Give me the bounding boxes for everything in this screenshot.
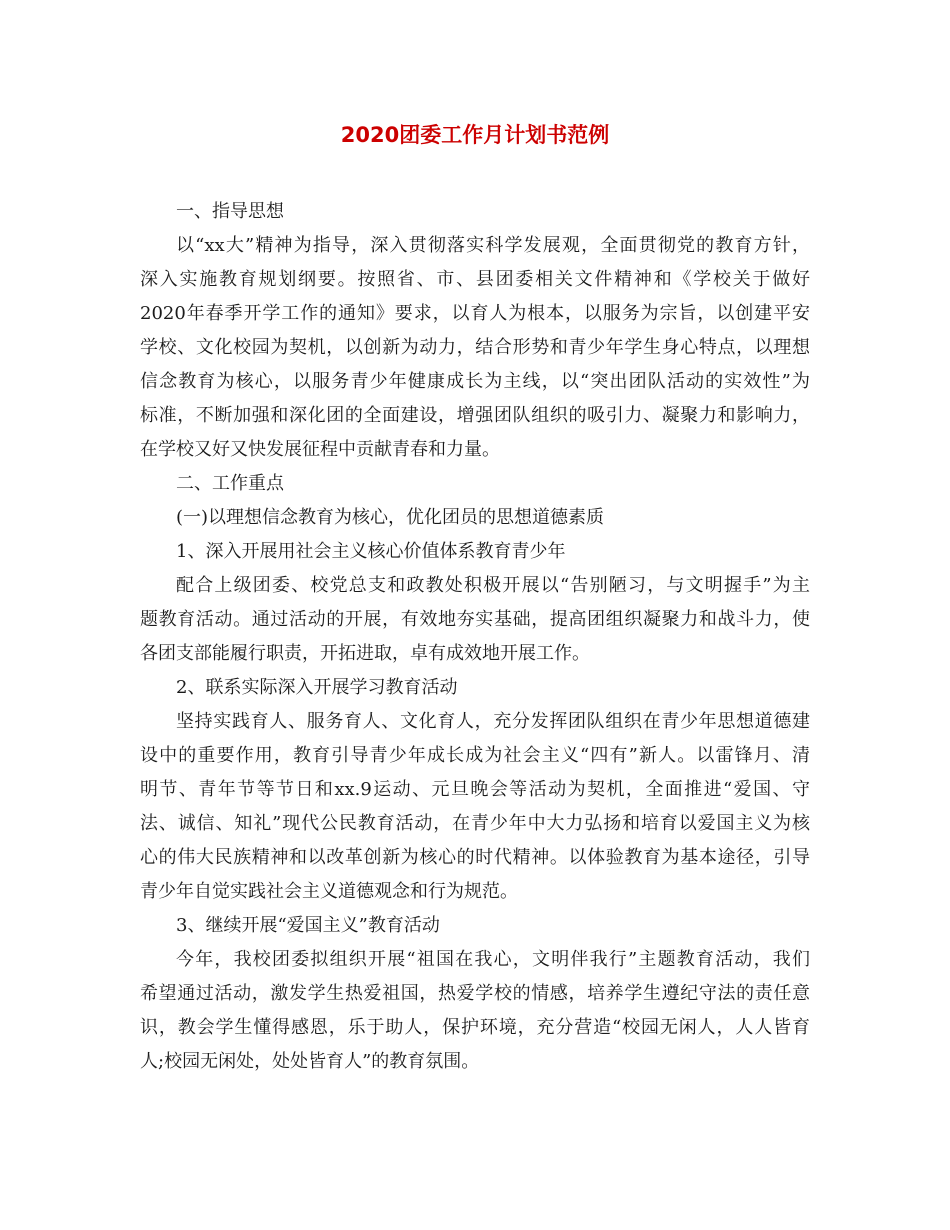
body-line: 3、继续开展“爱国主义”教育活动 <box>176 915 440 936</box>
body-line: 今年，我校团委拟组织开展“祖国在我心，文明伴我行”主题教育活动，我们 <box>176 949 810 970</box>
document-title: 2020团委工作月计划书范例 <box>340 123 610 147</box>
body-line: 以“xx大”精神为指导，深入贯彻落实科学发展观，全面贯彻党的教育方针， <box>176 235 810 256</box>
body-line: 各团支部能履行职责，开拓进取，卓有成效地开展工作。 <box>140 643 590 664</box>
body-line: 人;校园无闲处，处处皆育人”的教育氛围。 <box>140 1051 480 1072</box>
body-line: 明节、青年节等节日和xx.9运动、元旦晚会等活动为契机，全面推进“爱国、守 <box>140 779 810 800</box>
body-line: 标准，不断加强和深化团的全面建设，增强团队组织的吸引力、凝聚力和影响力， <box>140 405 810 426</box>
body-line: 法、诚信、知礼”现代公民教育活动，在青少年中大力弘扬和培育以爱国主义为核 <box>140 813 810 834</box>
body-line: 设中的重要作用，教育引导青少年成长成为社会主义“四有”新人。以雷锋月、清 <box>140 745 810 766</box>
body-line: 识，教会学生懂得感恩，乐于助人，保护环境，充分营造“校园无闲人，人人皆育 <box>140 1017 810 1038</box>
body-line: 坚持实践育人、服务育人、文化育人，充分发挥团队组织在青少年思想道德建 <box>176 711 810 732</box>
document-body <box>140 195 810 1079</box>
body-line: 希望通过活动，激发学生热爱祖国，热爱学校的情感，培养学生遵纪守法的责任意 <box>140 983 810 1004</box>
body-line: (一)以理想信念教育为核心，优化团员的思想道德素质 <box>176 507 605 528</box>
body-line: 学校、文化校园为契机，以创新为动力，结合形势和青少年学生身心特点，以理想 <box>140 337 810 358</box>
body-line: 二、工作重点 <box>176 473 284 494</box>
body-line: 在学校又好又快发展征程中贡献青春和力量。 <box>140 439 500 460</box>
body-line: 一、指导思想 <box>176 201 284 222</box>
body-line: 信念教育为核心，以服务青少年健康成长为主线，以“突出团队活动的实效性”为 <box>140 371 810 392</box>
body-line: 青少年自觉实践社会主义道德观念和行为规范。 <box>140 881 518 902</box>
body-line: 配合上级团委、校党总支和政教处积极开展以“告别陋习，与文明握手”为主 <box>176 575 810 596</box>
body-line: 1、深入开展用社会主义核心价值体系教育青少年 <box>176 541 566 562</box>
body-line: 2、联系实际深入开展学习教育活动 <box>176 677 458 698</box>
body-line: 2020年春季开学工作的通知》要求，以育人为根本，以服务为宗旨，以创建平安 <box>140 303 810 324</box>
body-line: 心的伟大民族精神和以改革创新为核心的时代精神。以体验教育为基本途径，引导 <box>140 847 810 868</box>
body-line: 题教育活动。通过活动的开展，有效地夯实基础，提高团组织凝聚力和战斗力，使 <box>140 609 810 630</box>
body-line: 深入实施教育规划纲要。按照省、市、县团委相关文件精神和《学校关于做好 <box>140 269 810 290</box>
